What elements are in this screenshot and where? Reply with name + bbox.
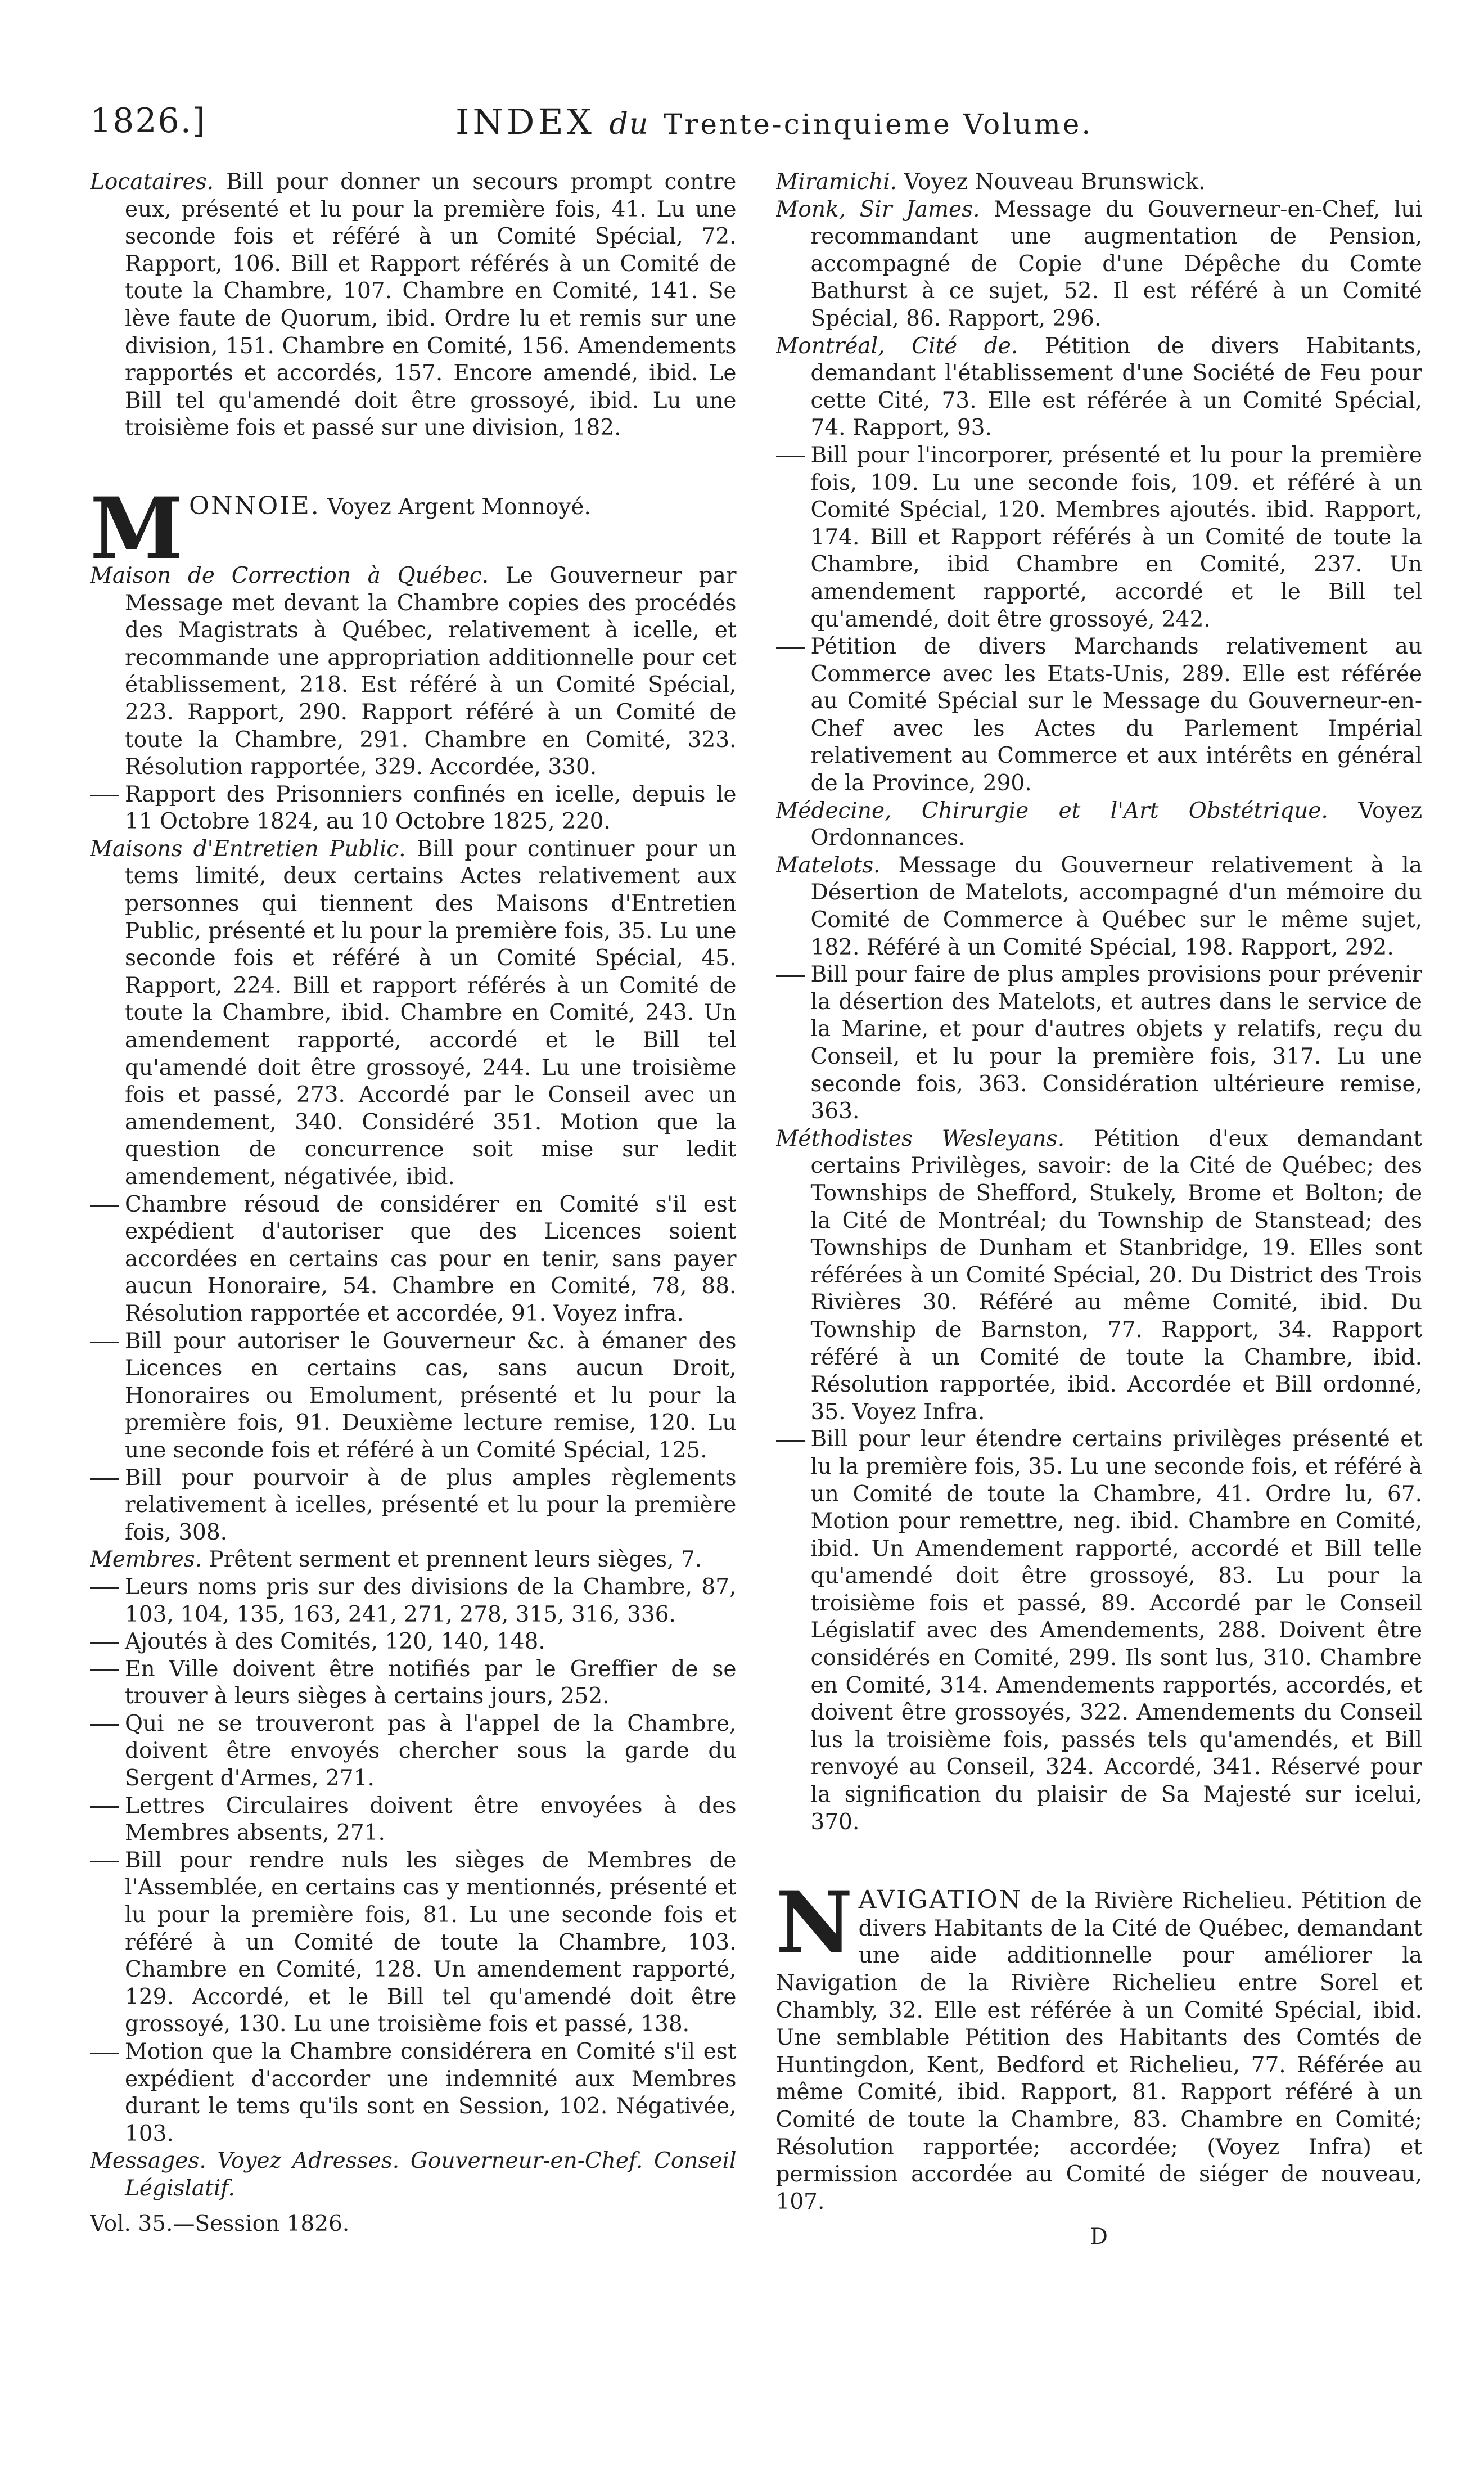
entry-head: Maison de Correction à Québec. [90, 562, 489, 588]
signature-letter: D [1090, 2224, 1108, 2250]
dash-mark [90, 1793, 125, 1820]
dash-mark [90, 1191, 125, 1219]
sub-entry [90, 1711, 737, 1793]
sub-text: Bill pour l'incorporer, présenté et lu pour la première fois, 109. Lu une seconde fois, 109. et référé à un Comité Spécial, 120. Membres ajoutés. ibid. Rapport, 174. Bill et Rapport référés à un Comité de toute la Chambre, ibid Chambre en Comité, 237. Un amendement rapporté, accordé et le Bill tel qu'amendé, doit être grossoyé, 242. [810, 442, 1422, 632]
sub-entry [90, 781, 737, 836]
sub-entry [90, 1574, 737, 1628]
entry-text: Le Gouverneur par Message met devant la Chambre copies des procédés des Magistrats à Québec, relativement à icelle, et recommande une appropriation additionnelle pour cet établissement, 218. Est référé à un Comité Spécial, 223. Rapport, 290. Rapport référé à un Comité de toute la Chambre, 291. Chambre en Comité, 323. Résolution rapportée, 329. Accordée, 330. [125, 562, 737, 780]
sub-entry [90, 1847, 737, 2038]
sub-entry [776, 961, 1423, 1126]
dash-mark [776, 961, 811, 989]
entry-locataires [90, 169, 737, 442]
sub-text: Pétition de divers Marchands relativement au Commerce avec les Etats-Unis, 289. Elle est référée au Comité Spécial sur le Message du Gouverneur-en-Chef avec les Actes du Parlement Impérial relativement au Commerce et aux intérêts en général de la Province, 290. [810, 634, 1422, 796]
right-column [776, 169, 1423, 2450]
entry-text: Bill pour donner un secours prompt contre eux, présenté et lu pour la première fois, 41. Lu une seconde fois et référé à un Comité Spécial, 72. Rapport, 106. Bill et Rapport référés à un Comité de toute la Chambre, 107. Chambre en Comité, 141. Se lève faute de Quorum, ibid. Ordre lu et remis sur une division, 151. Chambre en Comité, 156. Amendements rapportés et accordés, 157. Encore amendé, ibid. Le Bill tel qu'amendé doit être grossoyé, ibid. Lu une troisième fois et passé sur une division, 182. [125, 169, 737, 441]
sub-text: Ajoutés à des Comités, 120, 140, 148. [125, 1629, 545, 1655]
entry-text: Voyez Nouveau Brunswick. [904, 169, 1206, 195]
entry-medecine [776, 798, 1423, 852]
section-m-text: Voyez Argent Monnoyé. [327, 494, 591, 520]
page-header [90, 90, 1417, 157]
sub-text: Chambre résoud de considérer en Comité s'il est expédient d'autoriser que des Licences soient accordées en certains cas pour en tenir, sans payer aucun Honoraire, 54. Chambre en Comité, 78, 88. Résolution rapportée et accordée, 91. Voyez infra. [125, 1191, 737, 1326]
entry-text: Voyez Adresses. Gouverneur-en-Chef. Conseil Législatif. [125, 2148, 737, 2201]
dash-mark [90, 781, 125, 809]
entry-text: Voyez Ordonnances. [810, 798, 1422, 851]
sub-text: Bill pour leur étendre certains privilèges présenté et lu la première fois, 35. Lu une seconde fois, et référé à un Comité de toute la Chambre, 41. Ordre lu, 67. Motion pour remettre, neg. ibid. Chambre en Comité, ibid. Un Amendement rapporté, accordé et Bill telle qu'amendé doit être grossoyé, 83. Lu pour la troisième fois et passé, 89. Accordé par le Conseil Législatif avec des Amendements, 288. Doivent être considérés en Comité, 299. Ils sont lus, 310. Chambre en Comité, 314. Amendements rapportés, accordés, et doivent être grossoyés, 322. Amendements du Conseil lus la troisième fois, passés tels qu'amendés, et Bill renvoyé au Conseil, 324. Accordé, 341. Réservé pour la signification du plaisir de Sa Majesté sur icelui, 370. [810, 1426, 1422, 1835]
entry-methodistes [776, 1126, 1423, 1426]
sub-entry [90, 1328, 737, 1465]
left-column [90, 169, 737, 2450]
sub-text: Rapport des Prisonniers confinés en icelle, depuis le 11 Octobre 1824, au 10 Octobre 1825, 220. [125, 781, 737, 835]
title-volume: Trente-cinquieme Volume. [664, 108, 1093, 141]
entry-text: Prêtent serment et prennent leurs sièges, 7. [209, 1547, 702, 1573]
entry-head: Maisons d'Entretien Public. [90, 836, 406, 862]
section-n-text: de la Rivière Richelieu. Pétition de divers Habitants de la Cité de Québec, demandant une aide additionnelle pour améliorer la Navigation de la Rivière Richelieu entre Sorel et Chambly, 32. Elle est référée à un Comité Spécial, ibid. Une semblable Pétition des Habitants des Comtés de Huntingdon, Kent, Bedford et Richelieu, 77. Référée au même Comité, ibid. Rapport, 81. Rapport référé à un Comité de toute la Chambre, 83. Chambre en Comité; Résolution rapportée; accordée; (Voyez Infra) et permission accordée au Comité de siéger de nouveau, 107. [775, 1888, 1422, 2215]
dash-mark [90, 1847, 125, 1875]
entry-messages [90, 2148, 737, 2202]
sub-text: Bill pour pourvoir à de plus amples règlements relativement à icelles, présenté et lu pour la première fois, 308. [125, 1465, 737, 1545]
title-index: INDEX [455, 101, 595, 142]
sub-entry [90, 1465, 737, 1547]
dash-mark [776, 1426, 811, 1453]
dash-mark [776, 442, 811, 470]
entry-text: Message du Gouverneur-en-Chef, lui recommandant une augmentation de Pension, accompagné de Copie d'une Dépêche du Comte Bathurst à ce sujet, 52. Il est référé à un Comité Spécial, 86. Rapport, 296. [810, 196, 1422, 331]
entry-head: Médecine, Chirurgie et l'Art Obstétrique. [775, 798, 1328, 823]
section-n [775, 1873, 1423, 2216]
drop-cap-n: N [775, 1873, 853, 1973]
entry-membres [90, 1546, 737, 1574]
sub-text: Qui ne se trouveront pas à l'appel de la Chambre, doivent être envoyés chercher sous la garde du Sergent d'Armes, 271. [125, 1711, 737, 1792]
section-n-head: AVIGATION [858, 1885, 1023, 1915]
entry-head: Locataires. [90, 169, 214, 195]
entry-head: Matelots. [775, 852, 881, 878]
sub-text: Bill pour faire de plus amples provisions pour prévenir la désertion des Matelots, et autres dans le service de la Marine, et pour d'autres objets y relatifs, reçu du Conseil, et lu pour la première fois, 317. Lu une seconde fois, 363. Considération ultérieure remise, 363. [810, 962, 1422, 1124]
entry-montreal [776, 333, 1423, 442]
entry-text: Message du Gouverneur relativement à la Désertion de Matelots, accompagné d'un mémoire du Comité de Commerce à Québec sur le même sujet, 182. Référé à un Comité Spécial, 198. Rapport, 292. [810, 852, 1422, 960]
drop-cap-m: M [90, 479, 184, 578]
sub-entry [90, 1656, 737, 1711]
dash-mark [90, 1574, 125, 1601]
dash-mark [90, 1711, 125, 1738]
sub-text: En Ville doivent être notifiés par le Greffier de se trouver à leurs sièges à certains jours, 252. [125, 1656, 737, 1709]
entry-text: Pétition d'eux demandant certains Privilèges, savoir: de la Cité de Québec; des Townships de Shefford, Stukely, Brome et Bolton; de la Cité de Montréal; du Township de Stanstead; des Townships de Dunham et Stanbridge, 19. Elles sont référées à un Comité Spécial, 20. Du District des Trois Rivières 30. Référé au même Comité, ibid. Du Township de Barnston, 77. Rapport, 34. Rapport référé à un Comité de toute la Chambre, ibid. Résolution rapportée, ibid. Accordée et Bill ordonné, 35. Voyez Infra. [810, 1126, 1422, 1425]
entry-maisons-entretien [90, 836, 737, 1191]
sub-text: Motion que la Chambre considérera en Comité s'il est expédient d'accorder une indemnité aux Membres durant le tems qu'ils sont en Session, 102. Négativée, 103. [125, 2039, 737, 2146]
entry-matelots [776, 852, 1423, 961]
sub-entry [90, 2038, 737, 2148]
entry-head: Méthodistes Wesleyans. [775, 1126, 1065, 1151]
entry-maison-correction [90, 562, 737, 781]
sub-entry [776, 1426, 1423, 1836]
sub-entry [90, 1793, 737, 1847]
page-footer: Vol. 35.—Session 1826. [90, 2211, 350, 2236]
entry-text: Bill pour continuer pour un tems limité, deux certains Actes relativement aux personnes qui tiennent des Maisons d'Entretien Public, présenté et lu pour la première fois, 35. Lu une seconde fois et référé à un Comité Spécial, 45. Rapport, 224. Bill et rapport référés à un Comité de toute la Chambre, ibid. Chambre en Comité, 243. Un amendement rapporté, accordé et le Bill tel qu'amendé doit être grossoyé, 244. Lu une troisième fois et passé, 273. Accordé par le Conseil avec un amendement, 340. Considéré 351. Motion que la question de concurrence soit mise sur ledit amendement, négativée, ibid. [125, 836, 737, 1190]
dash-mark [90, 2038, 125, 2066]
sub-text: Lettres Circulaires doivent être envoyées à des Membres absents, 271. [125, 1793, 737, 1846]
section-m-head: ONNOIE. [189, 491, 321, 520]
signature-mark [776, 2224, 1423, 2251]
sub-entry [90, 1628, 737, 1656]
dash-mark [90, 1628, 125, 1656]
entry-head: Monk, Sir James. [775, 196, 980, 222]
entry-head: Membres. [90, 1547, 202, 1573]
entry-monk [776, 196, 1423, 333]
sub-entry [776, 442, 1423, 633]
entry-miramichi [776, 169, 1423, 196]
sub-text: Leurs noms pris sur des divisions de la Chambre, 87, 103, 104, 135, 163, 241, 271, 278, 315, 316, 336. [125, 1574, 737, 1627]
sub-entry [90, 1191, 737, 1328]
page-title [455, 101, 1093, 142]
dash-mark [90, 1465, 125, 1492]
dash-mark [90, 1328, 125, 1356]
entry-head: Montréal, Cité de. [775, 333, 1018, 359]
page-year: 1826.] [90, 101, 207, 141]
title-du: du [609, 107, 649, 141]
sub-text: Bill pour rendre nuls les sièges de Membres de l'Assemblée, en certains cas y mentionnés, présenté et lu pour la première fois, 81. Lu une seconde fois et référé à un Comité de toute la Chambre, 103. Chambre en Comité, 128. Un amendement rapporté, 129. Accordé, et le Bill tel qu'amendé doit être grossoyé, 130. Lu une troisième fois et passé, 138. [125, 1847, 737, 2037]
entry-text: Pétition de divers Habitants, demandant l'établissement d'une Société de Feu pour cette Cité, 73. Elle est référée à un Comité Spécial, 74. Rapport, 93. [810, 333, 1422, 441]
index-columns [90, 169, 1422, 2450]
entry-head: Miramichi. [775, 169, 897, 195]
dash-mark [90, 1656, 125, 1684]
sub-entry [776, 633, 1423, 798]
dash-mark [776, 633, 811, 661]
sub-text: Bill pour autoriser le Gouverneur &c. à émaner des Licences en certains cas, sans aucun Droit, Honoraires ou Emolument, présenté et lu pour la première fois, 91. Deuxième lecture remise, 120. Lu une seconde fois et référé à un Comité Spécial, 125. [125, 1328, 737, 1463]
entry-head: Messages. [90, 2148, 206, 2174]
